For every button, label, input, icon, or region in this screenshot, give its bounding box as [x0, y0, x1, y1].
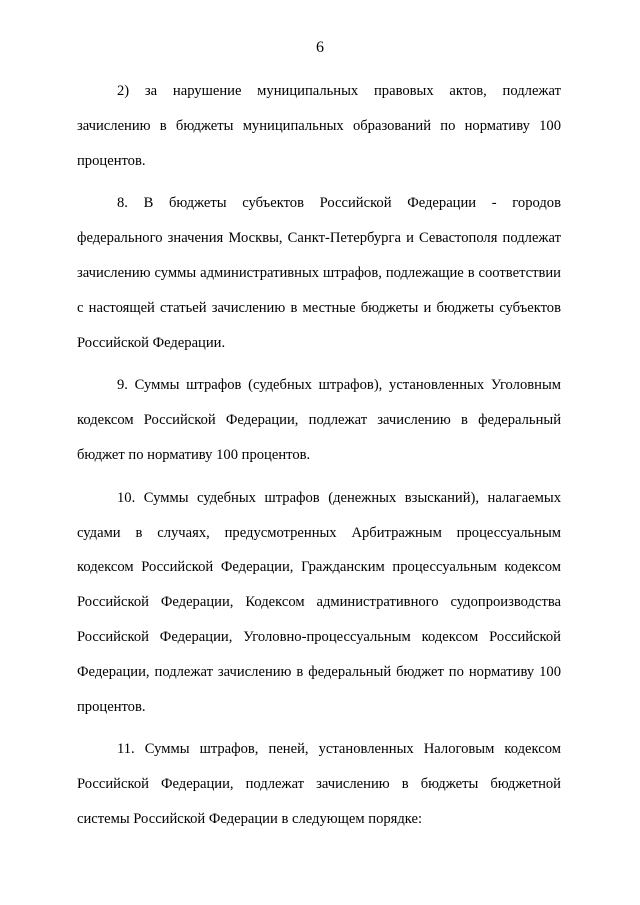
document-body [77, 74, 561, 845]
page-number: 6 [316, 39, 324, 56]
paragraph-section-8: 8. В бюджеты субъектов Российской Федерации - городов федерального значения Москвы, Санкт-Петербурга и Севастополя подлежат зачислению суммы административных штрафов, подлежащие в соответствии с настоящей статьей зачислению в местные бюджеты и бюджеты субъектов Российской Федерации. [77, 195, 561, 351]
paragraph-section-10: 10. Суммы судебных штрафов (денежных взысканий), налагаемых судами в случаях, предусмотренных Арбитражным процессуальным кодексом Российской Федерации, Гражданским процессуальным кодексом Российской Федерации, Кодексом административного судопроизводства Российской Федерации, Уголовно-процессуальным кодексом Российской Федерации, подлежат зачислению в федеральный бюджет по нормативу 100 процентов. [77, 489, 561, 715]
paragraph-section-11: 11. Суммы штрафов, пеней, установленных Налоговым кодексом Российской Федерации, подлежат зачислению в бюджеты бюджетной системы Российской Федерации в следующем порядке: [77, 741, 561, 827]
paragraph-section-9: 9. Суммы штрафов (судебных штрафов), установленных Уголовным кодексом Российской Федерации, подлежат зачислению в федеральный бюджет по нормативу 100 процентов. [77, 377, 561, 463]
paragraph-item-2: 2) за нарушение муниципальных правовых актов, подлежат зачислению в бюджеты муниципальных образований по нормативу 100 процентов. [77, 83, 561, 169]
